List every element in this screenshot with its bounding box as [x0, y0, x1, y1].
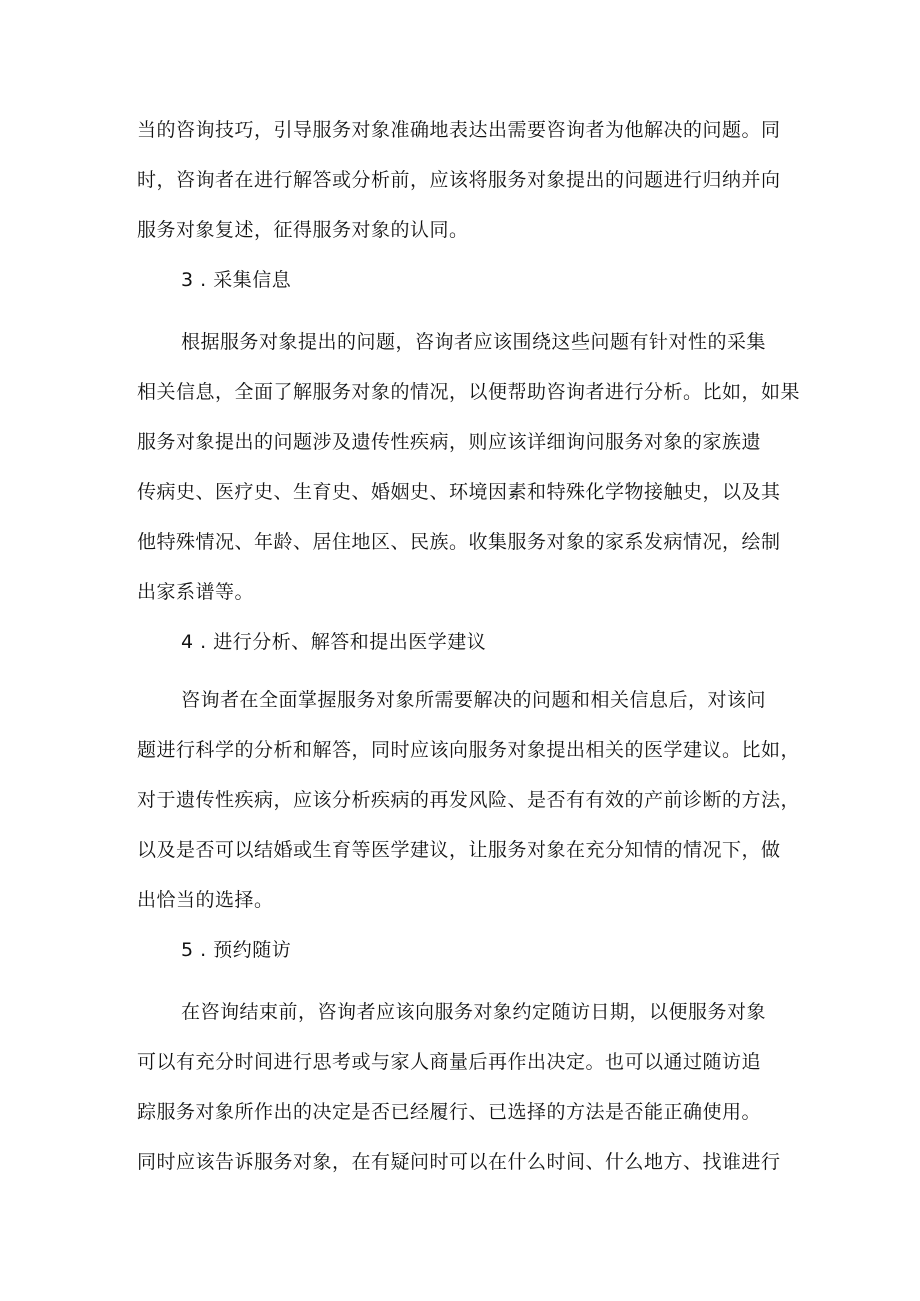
intro-paragraph-line: 当的咨询技巧，引导服务对象准确地表达出需要咨询者为他解决的问题。同 [137, 119, 781, 141]
section-4-paragraph-line: 对于遗传性疾病，应该分析疾病的再发风险、是否有有效的产前诊断的方法， [137, 789, 801, 811]
section-5-paragraph-line: 可以有充分时间进行思考或与家人商量后再作出决定。也可以通过随访追 [137, 1051, 762, 1073]
section-4-paragraph-line: 咨询者在全面掌握服务对象所需要解决的问题和相关信息后，对该问 [181, 689, 767, 711]
section-3-paragraph-line: 传病史、医疗史、生育史、婚姻史、环境因素和特殊化学物接触史，以及其 [137, 481, 781, 503]
section-3-heading: 3 . 采集信息 [181, 269, 292, 291]
section-3-paragraph-line: 他特殊情况、年龄、居住地区、民族。收集服务对象的家系发病情况，绘制 [137, 531, 781, 553]
section-3-paragraph-line: 根据服务对象提出的问题，咨询者应该围绕这些问题有针对性的采集 [181, 331, 767, 353]
section-5-paragraph-line: 在咨询结束前，咨询者应该向服务对象约定随访日期，以便服务对象 [181, 1001, 767, 1023]
section-3-paragraph-line: 相关信息，全面了解服务对象的情况，以便帮助咨询者进行分析。比如，如果 [137, 381, 801, 403]
section-3-paragraph-line: 服务对象提出的问题涉及遗传性疾病，则应该详细询问服务对象的家族遗 [137, 431, 762, 453]
section-4-heading: 4 . 进行分析、解答和提出医学建议 [181, 631, 487, 653]
section-4-paragraph-line: 出恰当的选择。 [137, 889, 274, 911]
section-5-heading: 5 . 预约随访 [181, 939, 292, 961]
intro-paragraph-line: 服务对象复述，征得服务对象的认同。 [137, 219, 469, 241]
section-5-paragraph-line: 同时应该告诉服务对象，在有疑问时可以在什么时间、什么地方、找谁进行 [137, 1151, 781, 1173]
section-3-paragraph-line: 出家系谱等。 [137, 581, 255, 603]
section-4-paragraph-line: 以及是否可以结婚或生育等医学建议，让服务对象在充分知情的情况下，做 [137, 839, 781, 861]
section-5-paragraph-line: 踪服务对象所作出的决定是否已经履行、已选择的方法是否能正确使用。 [137, 1101, 762, 1123]
section-4-paragraph-line: 题进行科学的分析和解答，同时应该向服务对象提出相关的医学建议。比如， [137, 739, 801, 761]
intro-paragraph-line: 时，咨询者在进行解答或分析前，应该将服务对象提出的问题进行归纳并向 [137, 169, 781, 191]
